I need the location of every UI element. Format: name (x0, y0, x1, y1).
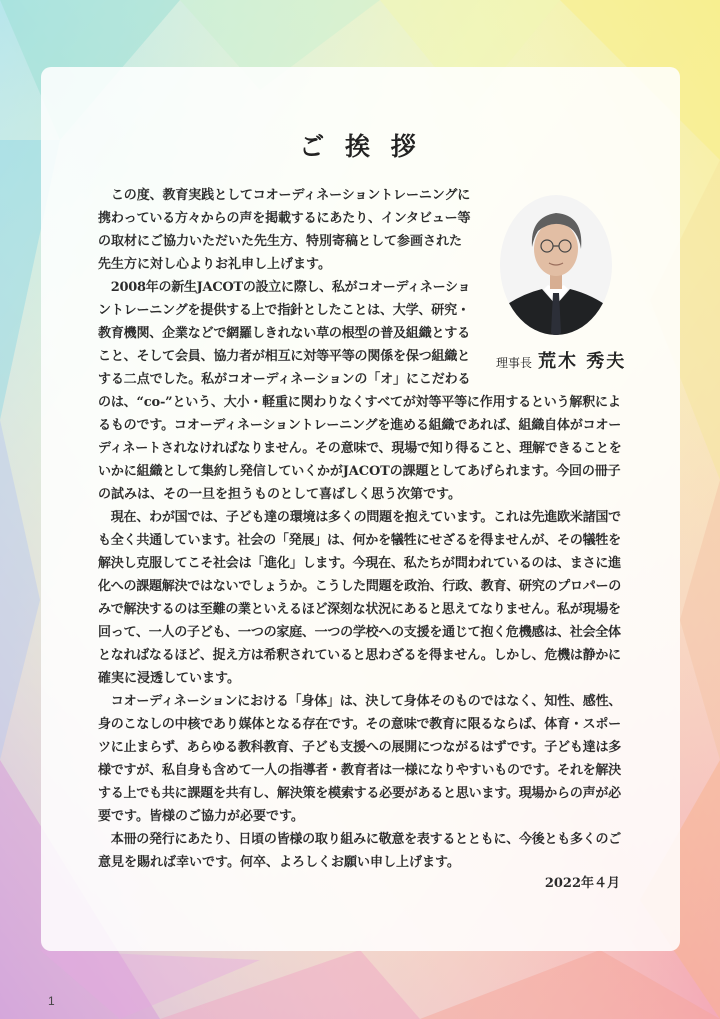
text-line: 先生方に対し心よりお礼申し上げます。 (98, 257, 331, 272)
text-line: 意見を賜れば幸いです。何卒、よろしくお願い申し上げます。 (98, 855, 460, 870)
signature-name: 荒木 秀夫 (538, 351, 627, 372)
text-line: も全く共通しています。社会の「発展」は、何かを犠牲にせざるを得ませんが、その犠牲を (98, 533, 621, 548)
greeting-paragraph-4 (98, 690, 621, 828)
greeting-paragraph-1 (98, 184, 470, 276)
text-line: 携わっている方々からの声を掲載するにあたり、インタビュー等 (98, 211, 471, 226)
text-line: 化への課題解決ではないでしょうか。こうした問題を政治、行政、教育、研究のプロパーの (98, 579, 622, 594)
text-line: 回って、一人の子ども、一つの家庭、一つの学校への支援を通じて抱く危機感は、社会全体 (98, 625, 621, 640)
text-line: 身のこなしの中核であり媒体となる存在です。その意味で教育に限るならば、体育・スポー (98, 717, 621, 732)
text-line: する二点でした。私がコオーディネーションの「オ」にこだわる (98, 372, 471, 387)
text-line: みで解決するのは至難の業といえるほど深刻な状況にあると思えてなりません。私が現場を (98, 602, 621, 617)
text-line: 教育機関、企業などで網羅しきれない草の根型の普及組織とする (98, 326, 471, 341)
text-line: 確実に浸透しています。 (98, 671, 240, 686)
chairman-portrait (498, 193, 614, 337)
text-line: ディネートされなければなりません。その意味で、現場で知り得ること、理解できることを (98, 441, 622, 456)
text-line: 様ですが、私自身も含めて一人の指導者・教育者は一様になりやすいものです。それを解決 (98, 763, 621, 778)
text-line: 2008年の新生JACOTの設立に際し、私がコオーディネーショ (98, 280, 471, 295)
text-line: ツに止まらず、あらゆる教科教育、子ども支援への展開につながるはずです。子ども達は多 (98, 740, 622, 755)
text-line: コオーディネーションにおける「身体」は、決して身体そのものではなく、知性、感性、 (98, 694, 622, 709)
text-line: となればなるほど、捉え方は希釈されていると思わざるを得ません。しかし、危機は静かに (98, 648, 621, 663)
text-line: の取材にご協力いただいた先生方、特別寄稿として参画された (98, 234, 463, 249)
text-line: の試みは、その一旦を担うものとして喜ばしく思う次第です。 (98, 487, 461, 502)
greeting-paragraph-2 (98, 276, 470, 391)
text-line: 本冊の発行にあたり、日頃の皆様の取り組みに敬意を表するとともに、今後とも多くのご (98, 832, 622, 847)
signature-role: 理事長 (496, 356, 533, 370)
page-title: ご 挨 拶 (299, 132, 422, 161)
text-line: 現在、わが国では、子ども達の環境は多くの問題を抱えています。これは先進欧米諸国で (98, 510, 621, 525)
text-line: ントレーニングを提供する上で指針としたことは、大学、研究・ (98, 303, 470, 318)
text-line: 解決し克服してこそ社会は「進化」します。今現在、私たちが問われているのは、まさに進 (98, 556, 621, 571)
text-line: こと、そして会員、協力者が相互に対等平等の関係を保つ組織と (98, 349, 471, 364)
text-line: るものです。コオーディネーショントレーニングを進める組織であれば、組織自体がコオー (98, 418, 622, 433)
text-line: この度、教育実践としてコオーディネーショントレーニングに (98, 188, 471, 203)
page-number: 1 (48, 994, 55, 1008)
text-line: 要です。皆様のご協力が必要です。 (98, 809, 304, 824)
issue-date: 2022年４月 (544, 876, 620, 891)
text-line: いかに組織として集約し発信していくかがJACOTの課題としてあげられます。今回の冊子 (98, 464, 621, 479)
greeting-paragraph-5 (98, 828, 621, 874)
greeting-paragraph-3 (98, 506, 621, 690)
greeting-paragraph-2-continued (98, 391, 621, 506)
text-line: する上でも共に課題を共有し、解決策を模索する必要があると思います。現場からの声が必 (98, 786, 621, 801)
signature (496, 347, 626, 373)
text-line: のは、“co-”という、大小・軽重に関わりなくすべてが対等平等に作用するという解釈によ (98, 395, 621, 410)
